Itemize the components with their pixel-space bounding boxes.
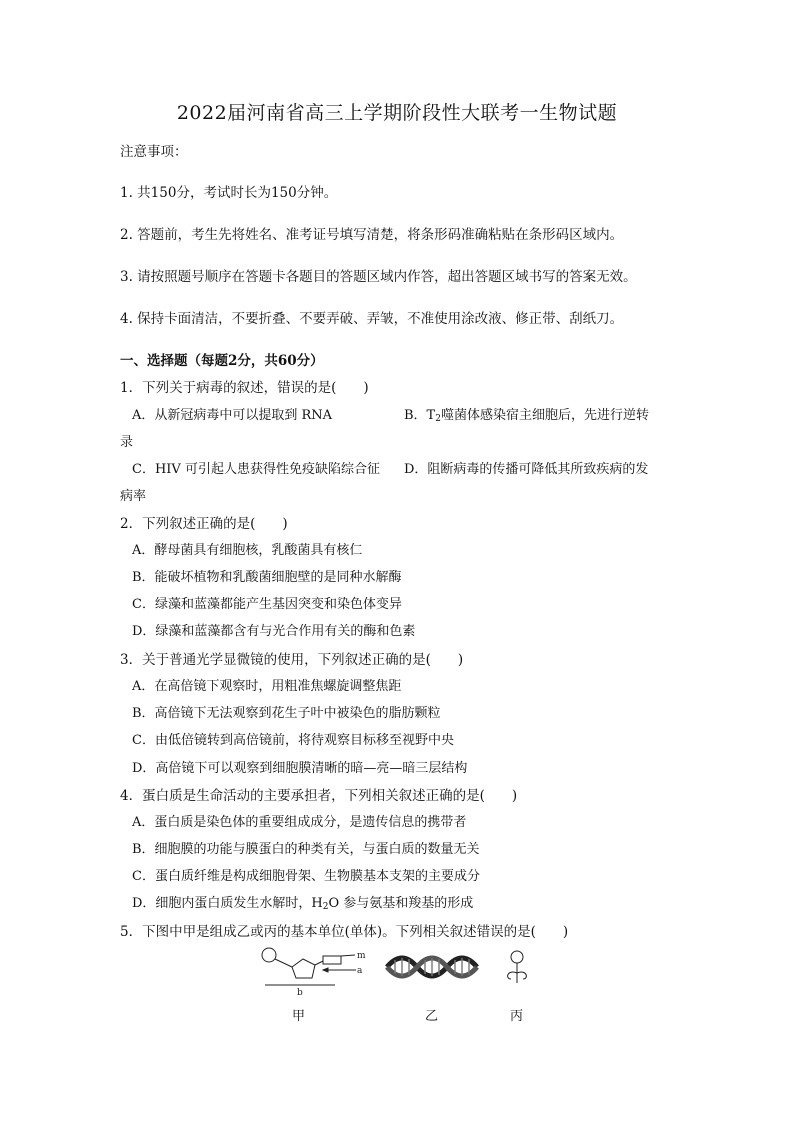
question-5-stem: 5．下图中甲是组成乙或丙的基本单位(单体)。下列相关叙述错误的是( )	[120, 924, 569, 940]
base-bond	[315, 961, 323, 965]
question-2-option-a: A．酵母菌具有细胞核，乳酸菌具有核仁	[132, 543, 363, 558]
m-pointer	[341, 955, 355, 956]
question-5-figure	[255, 945, 555, 1025]
label-a: a	[357, 966, 363, 976]
sugar-pentagon	[292, 959, 315, 978]
question-4-option-a: A．蛋白质是染色体的重要组成成分，是遗传信息的携带者	[132, 815, 467, 830]
question-1-option-b: B．$T_2$噬菌体感染宿主细胞后，先进行逆转	[404, 408, 649, 424]
notice-item-3: 3. 请按照题号顺序在答题卡各题目的答题区域内作答，超出答题区域书写的答案无效。	[120, 269, 637, 285]
question-1-option-a: A．从新冠病毒中可以提取到 RNA	[132, 408, 333, 423]
page-title: 2022届河南省高三上学期阶段性大联考一生物试题	[176, 102, 618, 124]
question-4-option-b: B．细胞膜的功能与膜蛋白的种类有关，与蛋白质的数量无关	[132, 842, 480, 857]
trna-right-arm	[517, 972, 526, 979]
question-2-option-c: C．绿藻和蓝藻都能产生基因突变和染色体变异	[132, 597, 402, 612]
question-4-stem: 4．蛋白质是生命活动的主要承担者，下列相关叙述正确的是( )	[120, 788, 518, 804]
nucleotide-diagram	[262, 948, 356, 985]
section-heading: 一、选择题（每题2分，共60分）	[120, 353, 324, 369]
trna-diagram	[508, 951, 527, 983]
question-2-option-d: D．绿藻和蓝藻都含有与光合作用有关的酶和色素	[132, 624, 416, 639]
label-m: m	[357, 951, 366, 961]
question-1-option-c: C．HIV 可引起人患获得性免疫缺陷综合征	[132, 462, 380, 477]
question-2-stem: 2．下列叙述正确的是( )	[120, 516, 288, 532]
question-2-option-b: B．能破坏植物和乳酸菌细胞壁的是同种水解酶	[132, 570, 402, 585]
label-b: b	[297, 988, 303, 998]
label-jia: 甲	[292, 1009, 306, 1024]
question-1-option-d-continued: 病率	[120, 489, 147, 504]
base-rectangle	[323, 956, 341, 964]
notice-heading: 注意事项：	[120, 144, 188, 160]
notice-item-4: 4. 保持卡面清洁，不要折叠、不要弄破、弄皱，不准使用涂改液、修正带、刮纸刀。	[120, 311, 624, 327]
question-3-stem: 3．关于普通光学显微镜的使用，下列叙述正确的是( )	[120, 652, 464, 668]
notice-item-2: 2. 答题前，考生先将姓名、准考证号填写清楚，将条形码准确粘贴在条形码区域内。	[120, 227, 624, 243]
question-3-option-a: A．在高倍镜下观察时，用粗准焦螺旋调整焦距	[132, 679, 402, 694]
label-bing: 丙	[510, 1009, 524, 1024]
question-4-option-d: D．细胞内蛋白质发生水解时，$H_2O$ 参与氨基和羧基的形成	[132, 896, 474, 912]
phosphate-bond	[275, 959, 292, 967]
notice-item-1: 1. 共150分，考试时长为150分钟。	[120, 185, 338, 201]
double-helix-diagram	[387, 958, 477, 976]
question-1-option-b-continued: 录	[120, 435, 134, 450]
trna-left-arm	[508, 972, 517, 979]
question-4-option-c: C．蛋白质纤维是构成细胞骨架、生物膜基本支架的主要成分	[132, 869, 480, 884]
phosphate-circle	[262, 948, 276, 962]
question-3-option-c: C．由低倍镜转到高倍镜前，将待观察目标移至视野中央	[132, 733, 454, 748]
a-arrowhead	[323, 968, 328, 972]
question-3-option-b: B．高倍镜下无法观察到花生子叶中被染色的脂肪颗粒	[132, 706, 441, 721]
question-1-stem: 1．下列关于病毒的叙述，错误的是( )	[120, 380, 369, 396]
label-yi: 乙	[425, 1009, 439, 1024]
question-3-option-d: D．高倍镜下可以观察到细胞膜清晰的暗—亮—暗三层结构	[132, 761, 468, 776]
trna-top-loop	[511, 951, 523, 963]
question-1-option-d: D．阻断病毒的传播可降低其所致疾病的发	[404, 462, 649, 477]
